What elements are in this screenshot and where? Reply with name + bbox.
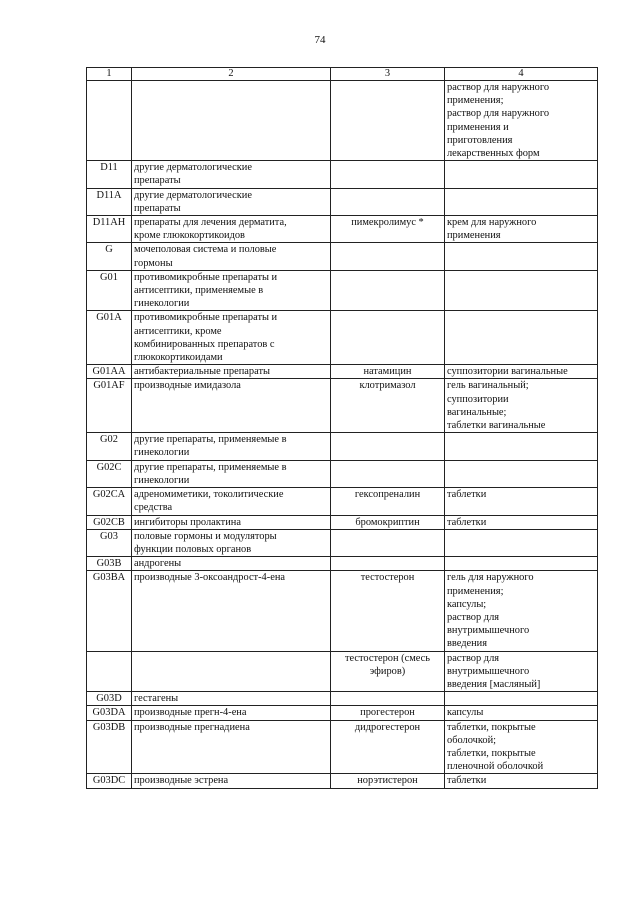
cell-line: функции половых органов (134, 543, 252, 555)
group-name-cell (132, 460, 331, 487)
table-row (87, 188, 598, 215)
cell-line: антибактериальные препараты (134, 366, 270, 378)
cell-line: комбинированных препаратов с (134, 338, 275, 350)
cell-line: внутримышечного (447, 665, 530, 677)
inn-cell (331, 270, 445, 311)
cell-line: гель вагинальный; (447, 380, 529, 392)
atc-code-cell: G (87, 243, 132, 270)
atc-code-cell: G03BA (87, 571, 132, 651)
dosage-form-cell (445, 774, 598, 788)
dosage-form-cell (445, 557, 598, 571)
cell-line: раствор для (447, 611, 500, 623)
table-row (87, 311, 598, 365)
cell-line: производные прегн-4-ена (134, 707, 247, 719)
table-row (87, 460, 598, 487)
cell-line: кроме глюкокортикоидов (134, 230, 245, 242)
atc-code-cell: D11 (87, 161, 132, 188)
cell-line: противомикробные препараты и (134, 312, 278, 324)
table-row (87, 488, 598, 515)
dosage-form-cell (445, 515, 598, 529)
table-row (87, 161, 598, 188)
atc-code-cell: D11A (87, 188, 132, 215)
header-cell: 3 (331, 68, 445, 81)
cell-line: дидрогестерон (354, 721, 421, 733)
table-row (87, 571, 598, 651)
dosage-form-cell (445, 488, 598, 515)
group-name-cell (132, 433, 331, 460)
dosage-form-cell (445, 270, 598, 311)
cell-line: гинекологии (134, 447, 190, 459)
cell-line: гель для наружного (447, 572, 534, 584)
cell-line: бромокриптин (355, 516, 420, 528)
dosage-form-cell (445, 706, 598, 720)
cell-line: адреномиметики, токолитические (134, 489, 284, 501)
inn-cell (331, 557, 445, 571)
atc-code-cell: D11AH (87, 216, 132, 243)
dosage-form-cell (445, 311, 598, 365)
cell-line: гормоны (134, 257, 173, 269)
cell-line: введения [масляный] (447, 678, 541, 690)
dosage-form-cell (445, 161, 598, 188)
group-name-cell (132, 692, 331, 706)
cell-line: ингибиторы пролактина (134, 516, 241, 528)
atc-code-cell: G01AF (87, 379, 132, 433)
cell-line: капсулы; (447, 598, 487, 610)
cell-line: внутримышечного (447, 625, 530, 637)
atc-code-cell: G03DC (87, 774, 132, 788)
dosage-form-cell (445, 720, 598, 774)
cell-line: гестагены (134, 693, 179, 705)
inn-cell (331, 243, 445, 270)
cell-line: оболочкой; (447, 734, 497, 746)
group-name-cell (132, 557, 331, 571)
atc-code-cell: G03B (87, 557, 132, 571)
inn-cell (331, 706, 445, 720)
inn-cell (331, 692, 445, 706)
atc-code-cell: G02C (87, 460, 132, 487)
dosage-form-cell (445, 188, 598, 215)
header-cell: 2 (132, 68, 331, 81)
group-name-cell (132, 529, 331, 556)
cell-line: другие препараты, применяемые в (134, 434, 287, 446)
table-row (87, 720, 598, 774)
table-row (87, 692, 598, 706)
cell-line: крем для наружного (447, 217, 537, 229)
inn-cell (331, 651, 445, 692)
atc-code-cell: G03DA (87, 706, 132, 720)
cell-line: раствор для наружного (447, 108, 550, 120)
dosage-form-cell (445, 433, 598, 460)
group-name-cell (132, 774, 331, 788)
cell-line: другие дерматологические (134, 162, 252, 174)
atc-code-cell: G03 (87, 529, 132, 556)
table-row (87, 651, 598, 692)
table-row (87, 706, 598, 720)
dosage-form-cell (445, 379, 598, 433)
inn-cell (331, 81, 445, 161)
cell-line: таблетки (447, 775, 487, 787)
cell-line: глюкокортикоидами (134, 352, 223, 364)
cell-line: другие препараты, применяемые в (134, 461, 287, 473)
inn-cell (331, 433, 445, 460)
table-row (87, 81, 598, 161)
table-row (87, 433, 598, 460)
atc-code-cell (87, 651, 132, 692)
atc-code-cell: G02CB (87, 515, 132, 529)
table-row (87, 529, 598, 556)
group-name-cell (132, 720, 331, 774)
cell-line: производные прегнадиена (134, 721, 250, 733)
group-name-cell (132, 379, 331, 433)
inn-cell (331, 515, 445, 529)
dosage-form-cell (445, 243, 598, 270)
cell-line: препараты (134, 175, 181, 187)
cell-line: прогестерон (360, 707, 415, 719)
cell-line: введения (447, 638, 488, 650)
table-row (87, 270, 598, 311)
dosage-form-cell (445, 81, 598, 161)
cell-line: эфиров) (369, 665, 406, 677)
inn-cell (331, 188, 445, 215)
inn-cell (331, 571, 445, 651)
table-row (87, 216, 598, 243)
cell-line: антисептики, применяемые в (134, 285, 264, 297)
cell-line: вагинальные; (447, 406, 507, 418)
cell-line: мочеполовая система и половые (134, 244, 277, 256)
cell-line: производные эстрена (134, 775, 229, 787)
inn-cell (331, 365, 445, 379)
cell-line: натамицин (363, 366, 412, 378)
atc-code-cell: G02 (87, 433, 132, 460)
dosage-form-cell (445, 216, 598, 243)
inn-cell (331, 161, 445, 188)
page-number: 74 (314, 34, 326, 46)
atc-code-cell: G01AA (87, 365, 132, 379)
inn-cell (331, 460, 445, 487)
cell-line: другие дерматологические (134, 189, 252, 201)
group-name-cell (132, 216, 331, 243)
drug-classification-table (86, 67, 598, 789)
cell-line: таблетки, покрытые (447, 747, 536, 759)
table-row (87, 243, 598, 270)
dosage-form-cell (445, 651, 598, 692)
cell-line: противомикробные препараты и (134, 271, 278, 283)
inn-cell (331, 216, 445, 243)
atc-code-cell: G03DB (87, 720, 132, 774)
table-header-row (87, 68, 598, 81)
cell-line: препараты для лечения дерматита, (134, 217, 287, 229)
atc-code-cell: G03D (87, 692, 132, 706)
cell-line: антисептики, кроме (134, 325, 222, 337)
group-name-cell (132, 311, 331, 365)
dosage-form-cell (445, 529, 598, 556)
header-cell: 4 (445, 68, 598, 81)
cell-line: приготовления (447, 134, 513, 146)
cell-line: гинекологии (134, 298, 190, 310)
table-row (87, 774, 598, 788)
group-name-cell (132, 188, 331, 215)
atc-code-cell: G01A (87, 311, 132, 365)
cell-line: раствор для (447, 652, 500, 664)
group-name-cell (132, 515, 331, 529)
dosage-form-cell (445, 460, 598, 487)
cell-line: капсулы (447, 707, 484, 719)
dosage-form-cell (445, 571, 598, 651)
cell-line: таблетки, покрытые (447, 721, 536, 733)
cell-line: клотримазол (359, 380, 416, 392)
cell-line: тестостерон (смесь (344, 652, 431, 664)
cell-line: гексопреналин (354, 489, 421, 501)
group-name-cell (132, 488, 331, 515)
group-name-cell (132, 270, 331, 311)
group-name-cell (132, 706, 331, 720)
cell-line: раствор для наружного (447, 82, 550, 93)
table-row (87, 365, 598, 379)
group-name-cell (132, 243, 331, 270)
inn-cell (331, 529, 445, 556)
atc-code-cell (87, 81, 132, 161)
cell-line: средства (134, 502, 173, 514)
group-name-cell (132, 161, 331, 188)
inn-cell (331, 311, 445, 365)
cell-line: применения; (447, 585, 504, 597)
cell-line: лекарственных форм (447, 148, 540, 160)
dosage-form-cell (445, 692, 598, 706)
cell-line: норэтистерон (357, 775, 418, 787)
cell-line: препараты (134, 202, 181, 214)
cell-line: таблетки вагинальные (447, 420, 546, 432)
cell-line: суппозитории вагинальные (447, 366, 568, 378)
cell-line: андрогены (134, 558, 182, 570)
cell-line: половые гормоны и модуляторы (134, 530, 277, 542)
cell-line: производные имидазола (134, 380, 241, 392)
group-name-cell (132, 651, 331, 692)
cell-line: таблетки (447, 516, 487, 528)
group-name-cell (132, 81, 331, 161)
cell-line: гинекологии (134, 474, 190, 486)
cell-line: применения (447, 230, 501, 242)
cell-line: тестостерон (360, 572, 415, 584)
table-body (87, 81, 598, 789)
inn-cell (331, 720, 445, 774)
cell-line: пленочной оболочкой (447, 761, 544, 773)
table-row (87, 379, 598, 433)
cell-line: применения; (447, 95, 504, 107)
cell-line: применения и (447, 121, 509, 133)
dosage-form-cell (445, 365, 598, 379)
atc-code-cell: G01 (87, 270, 132, 311)
group-name-cell (132, 365, 331, 379)
table-row (87, 515, 598, 529)
cell-line: пимекролимус * (351, 217, 424, 229)
inn-cell (331, 379, 445, 433)
header-cell: 1 (87, 68, 132, 81)
atc-code-cell: G02CA (87, 488, 132, 515)
table-row (87, 557, 598, 571)
cell-line: производные 3-оксоандрост-4-ена (134, 572, 285, 584)
inn-cell (331, 774, 445, 788)
inn-cell (331, 488, 445, 515)
cell-line: суппозитории (447, 393, 509, 405)
group-name-cell (132, 571, 331, 651)
cell-line: таблетки (447, 489, 487, 501)
